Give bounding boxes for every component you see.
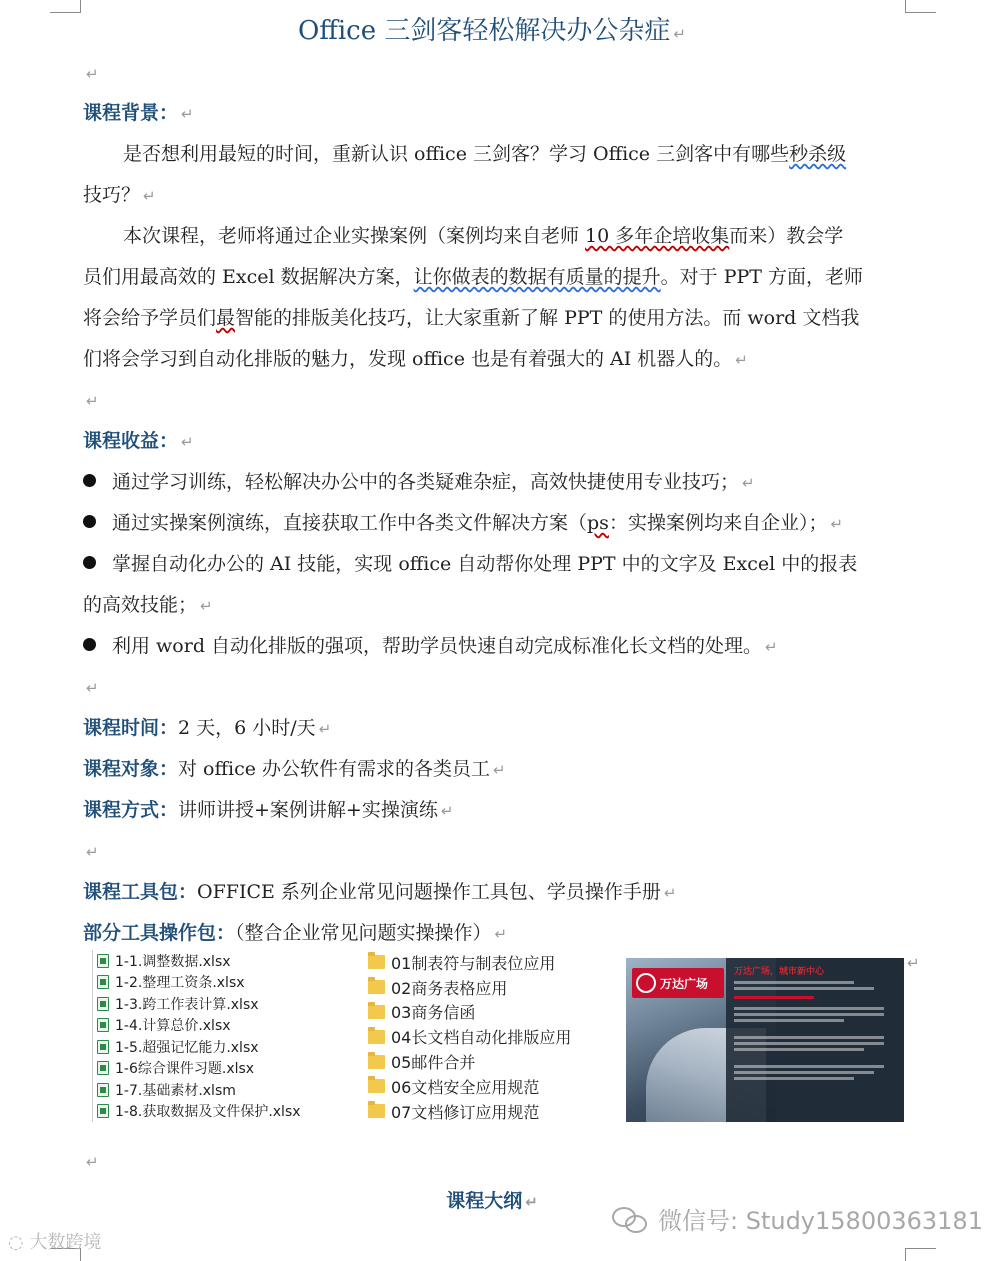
excel-file-icon <box>97 975 109 989</box>
folder-item: 02商务表格应用 <box>368 975 608 1000</box>
paragraph-line: 是否想利用最短的时间，重新认识 office 三剑客？学习 Office 三剑客中有哪些秒杀级 <box>123 143 847 165</box>
folder-icon <box>368 1055 385 1069</box>
watermark-icon: ◌ <box>8 1232 24 1253</box>
file-item: 1-1.调整数据.xlsx <box>97 950 367 972</box>
partial-tools: 部分工具操作包：（整合企业常见问题实操操作） ↵ <box>83 922 508 944</box>
folder-item: 03商务信函 <box>368 1000 608 1025</box>
excel-file-icon <box>97 1040 109 1054</box>
benefit-item: 掌握自动化办公的 AI 技能，实现 office 自动帮你处理 PPT 中的文字及 Excel 中的报表 <box>83 551 857 577</box>
excel-file-icon <box>97 1061 109 1075</box>
paragraph-line: 技巧？ ↵ <box>83 184 156 206</box>
folder-icon <box>368 980 385 994</box>
benefit-item: 利用 word 自动化排版的强项，帮助学员快速自动完成标准化长文档的处理。 ↵ <box>83 633 778 660</box>
benefit-item: 通过实操案例演练，直接获取工作中各类文件解决方案（ps：实操案例均来自企业）； ↵ <box>83 510 843 537</box>
course-method: 课程方式：讲师讲授+案例讲解+实操演练 ↵ <box>83 799 454 821</box>
slide-text-panel <box>726 958 904 1122</box>
excel-file-icon <box>97 997 109 1011</box>
file-item: 1-8.获取数据及文件保护.xlsx <box>97 1101 367 1123</box>
benefit-item: 通过学习训练，轻松解决办公中的各类疑难杂症，高效快捷使用专业技巧； ↵ <box>83 469 755 496</box>
paragraph-line: 本次课程，老师将通过企业实操案例（案例均来自老师 10 多年企培收集而来）教会学 <box>123 225 844 247</box>
folder-item: 01制表符与制表位应用 <box>368 950 608 975</box>
paragraph-line: 将会给予学员们最智能的排版美化技巧，让大家重新了解 PPT 的使用方法。而 word 文档我 <box>83 307 860 329</box>
file-item: 1-7.基础素材.xlsm <box>97 1079 367 1101</box>
course-time: 课程时间：2 天，6 小时/天 ↵ <box>83 717 332 739</box>
slide-header: 万达广场，城市新中心 <box>734 967 825 977</box>
bullet-icon <box>83 556 96 569</box>
file-item: 1-5.超强记忆能力.xlsx <box>97 1036 367 1058</box>
folder-icon <box>368 1030 385 1044</box>
folder-item: 04长文档自动化排版应用 <box>368 1024 608 1049</box>
file-item: 1-4.计算总价.xlsx <box>97 1015 367 1037</box>
empty-paragraph: ↵ <box>86 65 99 83</box>
wechat-watermark: 微信号: Study15800363181 <box>612 1201 983 1236</box>
empty-paragraph: ↵ <box>86 392 99 410</box>
folder-item: 06文档安全应用规范 <box>368 1074 608 1099</box>
background-heading: 课程背景： ↵ <box>83 102 194 124</box>
paragraph-line: 们将会学习到自动化排版的魅力，发现 office 也是有着强大的 AI 机器人的。 ↵ <box>83 348 748 370</box>
benefits-heading: 课程收益： ↵ <box>83 430 194 452</box>
bullet-icon <box>83 638 96 651</box>
page-corner-mark <box>50 0 81 13</box>
course-tools: 课程工具包：OFFICE 系列企业常见问题操作工具包、学员操作手册 ↵ <box>83 881 677 903</box>
file-item: 1-6综合课件习题.xlsx <box>97 1058 367 1080</box>
file-item: 1-3.跨工作表计算.xlsx <box>97 993 367 1015</box>
file-item: 1-2.整理工资条.xlsx <box>97 972 367 994</box>
empty-paragraph: ↵ <box>86 1153 99 1171</box>
paragraph-line: 的高效技能； ↵ <box>83 594 213 616</box>
folder-icon <box>368 1079 385 1093</box>
course-target: 课程对象：对 office 办公软件有需求的各类员工 ↵ <box>83 758 506 780</box>
excel-file-icon <box>97 1018 109 1032</box>
paragraph-line: 员们用最高效的 Excel 数据解决方案，让你做表的数据有质量的提升。对于 PPT 方面，老师 <box>83 266 863 288</box>
wanda-logo-icon <box>636 973 656 993</box>
wanda-logo: 万达广场 <box>632 968 724 998</box>
outline-heading: 课程大纲 ↵ <box>446 1190 538 1212</box>
excel-file-icon <box>97 1083 109 1097</box>
page-corner-mark <box>905 1248 936 1261</box>
excel-file-icon <box>97 1104 109 1118</box>
bullet-icon <box>83 515 96 528</box>
excel-file-icon <box>97 954 109 968</box>
empty-paragraph: ↵ <box>86 679 99 697</box>
watermark-logo: ◌ 大数跨境 <box>8 1232 102 1253</box>
folder-icon <box>368 1005 385 1019</box>
folder-item: 05邮件合并 <box>368 1049 608 1074</box>
folder-item: 07文档修订应用规范 <box>368 1099 608 1124</box>
folder-list <box>368 950 608 1124</box>
pilcrow-mark: ↵ <box>907 954 920 972</box>
excel-file-list <box>92 950 367 1122</box>
wechat-icon <box>612 1205 648 1233</box>
folder-icon <box>368 955 385 969</box>
page-corner-mark <box>905 0 936 13</box>
bullet-icon <box>83 474 96 487</box>
empty-paragraph: ↵ <box>86 843 99 861</box>
wanda-slide-image <box>626 958 904 1122</box>
document-title: Office 三剑客轻松解决办公杂症 ↵ <box>298 16 686 46</box>
folder-icon <box>368 1104 385 1118</box>
